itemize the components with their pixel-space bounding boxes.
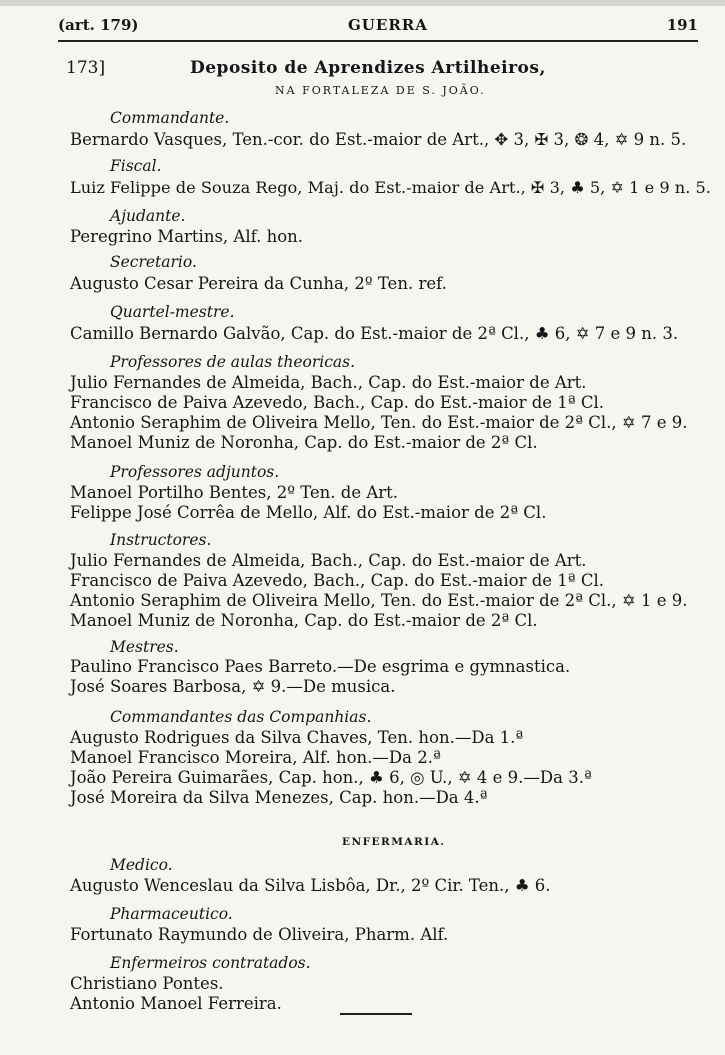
entry-line: Francisco de Paiva Azevedo, Bach., Cap. do Est.-maior de 1ª Cl. (70, 571, 605, 590)
page-edge-stain (0, 0, 725, 6)
entry-line: Bernardo Vasques, Ten.-cor. do Est.-maior de Art., ✥ 3, ✠ 3, ❂ 4, ✡ 9 n. 5. (70, 130, 687, 149)
entry-line: José Moreira da Silva Menezes, Cap. hon.—Da 4.ª (70, 788, 488, 807)
role-heading: Instructores. (110, 531, 212, 549)
role-heading: Quartel-mestre. (110, 303, 235, 321)
header-section-title: GUERRA (348, 16, 428, 34)
entry-line: Fortunato Raymundo de Oliveira, Pharm. Alf. (70, 925, 449, 944)
section-subtitle: NA FORTALEZA DE S. JOÃO. (275, 84, 486, 97)
entry-line: Camillo Bernardo Galvão, Cap. do Est.-maior de 2ª Cl., ♣ 6, ✡ 7 e 9 n. 3. (70, 324, 679, 343)
role-heading: Ajudante. (110, 207, 186, 225)
entry-line: Augusto Wenceslau da Silva Lisbôa, Dr., 2º Cir. Ten., ♣ 6. (70, 876, 551, 895)
entry-line: José Soares Barbosa, ✡ 9.—De musica. (70, 677, 396, 696)
entry-line: Peregrino Martins, Alf. hon. (70, 227, 304, 246)
role-heading: Pharmaceutico. (110, 905, 233, 923)
role-heading: Professores adjuntos. (110, 463, 280, 481)
enfermaria-heading: ENFERMARIA. (342, 836, 446, 848)
role-heading: Commandante. (110, 109, 230, 127)
header-article-ref: (art. 179) (58, 16, 139, 34)
role-heading: Enfermeiros contratados. (110, 954, 311, 972)
entry-line: Julio Fernandes de Almeida, Bach., Cap. do Est.-maior de Art. (70, 551, 587, 570)
closing-rule (340, 1013, 412, 1015)
entry-line: Manoel Muniz de Noronha, Cap. do Est.-maior de 2ª Cl. (70, 611, 538, 630)
entry-line: Julio Fernandes de Almeida, Bach., Cap. do Est.-maior de Art. (70, 373, 587, 392)
role-heading: Fiscal. (110, 157, 162, 175)
role-heading: Medico. (110, 856, 173, 874)
entry-line: João Pereira Guimarães, Cap. hon., ♣ 6, ◎ U., ✡ 4 e 9.—Da 3.ª (70, 768, 592, 787)
section-number: 173] (66, 58, 106, 78)
section-title: Deposito de Aprendizes Artilheiros, (190, 58, 546, 78)
entry-line: Luiz Felippe de Souza Rego, Maj. do Est.-maior de Art., ✠ 3, ♣ 5, ✡ 1 e 9 n. 5. (70, 178, 711, 197)
role-heading: Professores de aulas theoricas. (110, 353, 355, 371)
entry-line: Antonio Seraphim de Oliveira Mello, Ten. do Est.-maior de 2ª Cl., ✡ 1 e 9. (70, 591, 688, 610)
entry-line: Antonio Seraphim de Oliveira Mello, Ten. do Est.-maior de 2ª Cl., ✡ 7 e 9. (70, 413, 688, 432)
entry-line: Augusto Cesar Pereira da Cunha, 2º Ten. ref. (70, 274, 447, 293)
entry-line: Manoel Muniz de Noronha, Cap. do Est.-maior de 2ª Cl. (70, 433, 538, 452)
entry-line: Christiano Pontes. (70, 974, 224, 993)
entry-line: Manoel Francisco Moreira, Alf. hon.—Da 2.ª (70, 748, 441, 767)
role-heading: Commandantes das Companhias. (110, 708, 372, 726)
entry-line: Antonio Manoel Ferreira. (70, 994, 282, 1013)
entry-line: Francisco de Paiva Azevedo, Bach., Cap. do Est.-maior de 1ª Cl. (70, 393, 605, 412)
entry-line: Paulino Francisco Paes Barreto.—De esgrima e gymnastica. (70, 657, 571, 676)
entry-line: Augusto Rodrigues da Silva Chaves, Ten. hon.—Da 1.ª (70, 728, 524, 747)
entry-line: Felippe José Corrêa de Mello, Alf. do Est.-maior de 2ª Cl. (70, 503, 547, 522)
role-heading: Mestres. (110, 638, 179, 656)
role-heading: Secretario. (110, 253, 197, 271)
header-page-number: 191 (666, 16, 698, 34)
running-header (58, 14, 698, 42)
entry-line: Manoel Portilho Bentes, 2º Ten. de Art. (70, 483, 399, 502)
